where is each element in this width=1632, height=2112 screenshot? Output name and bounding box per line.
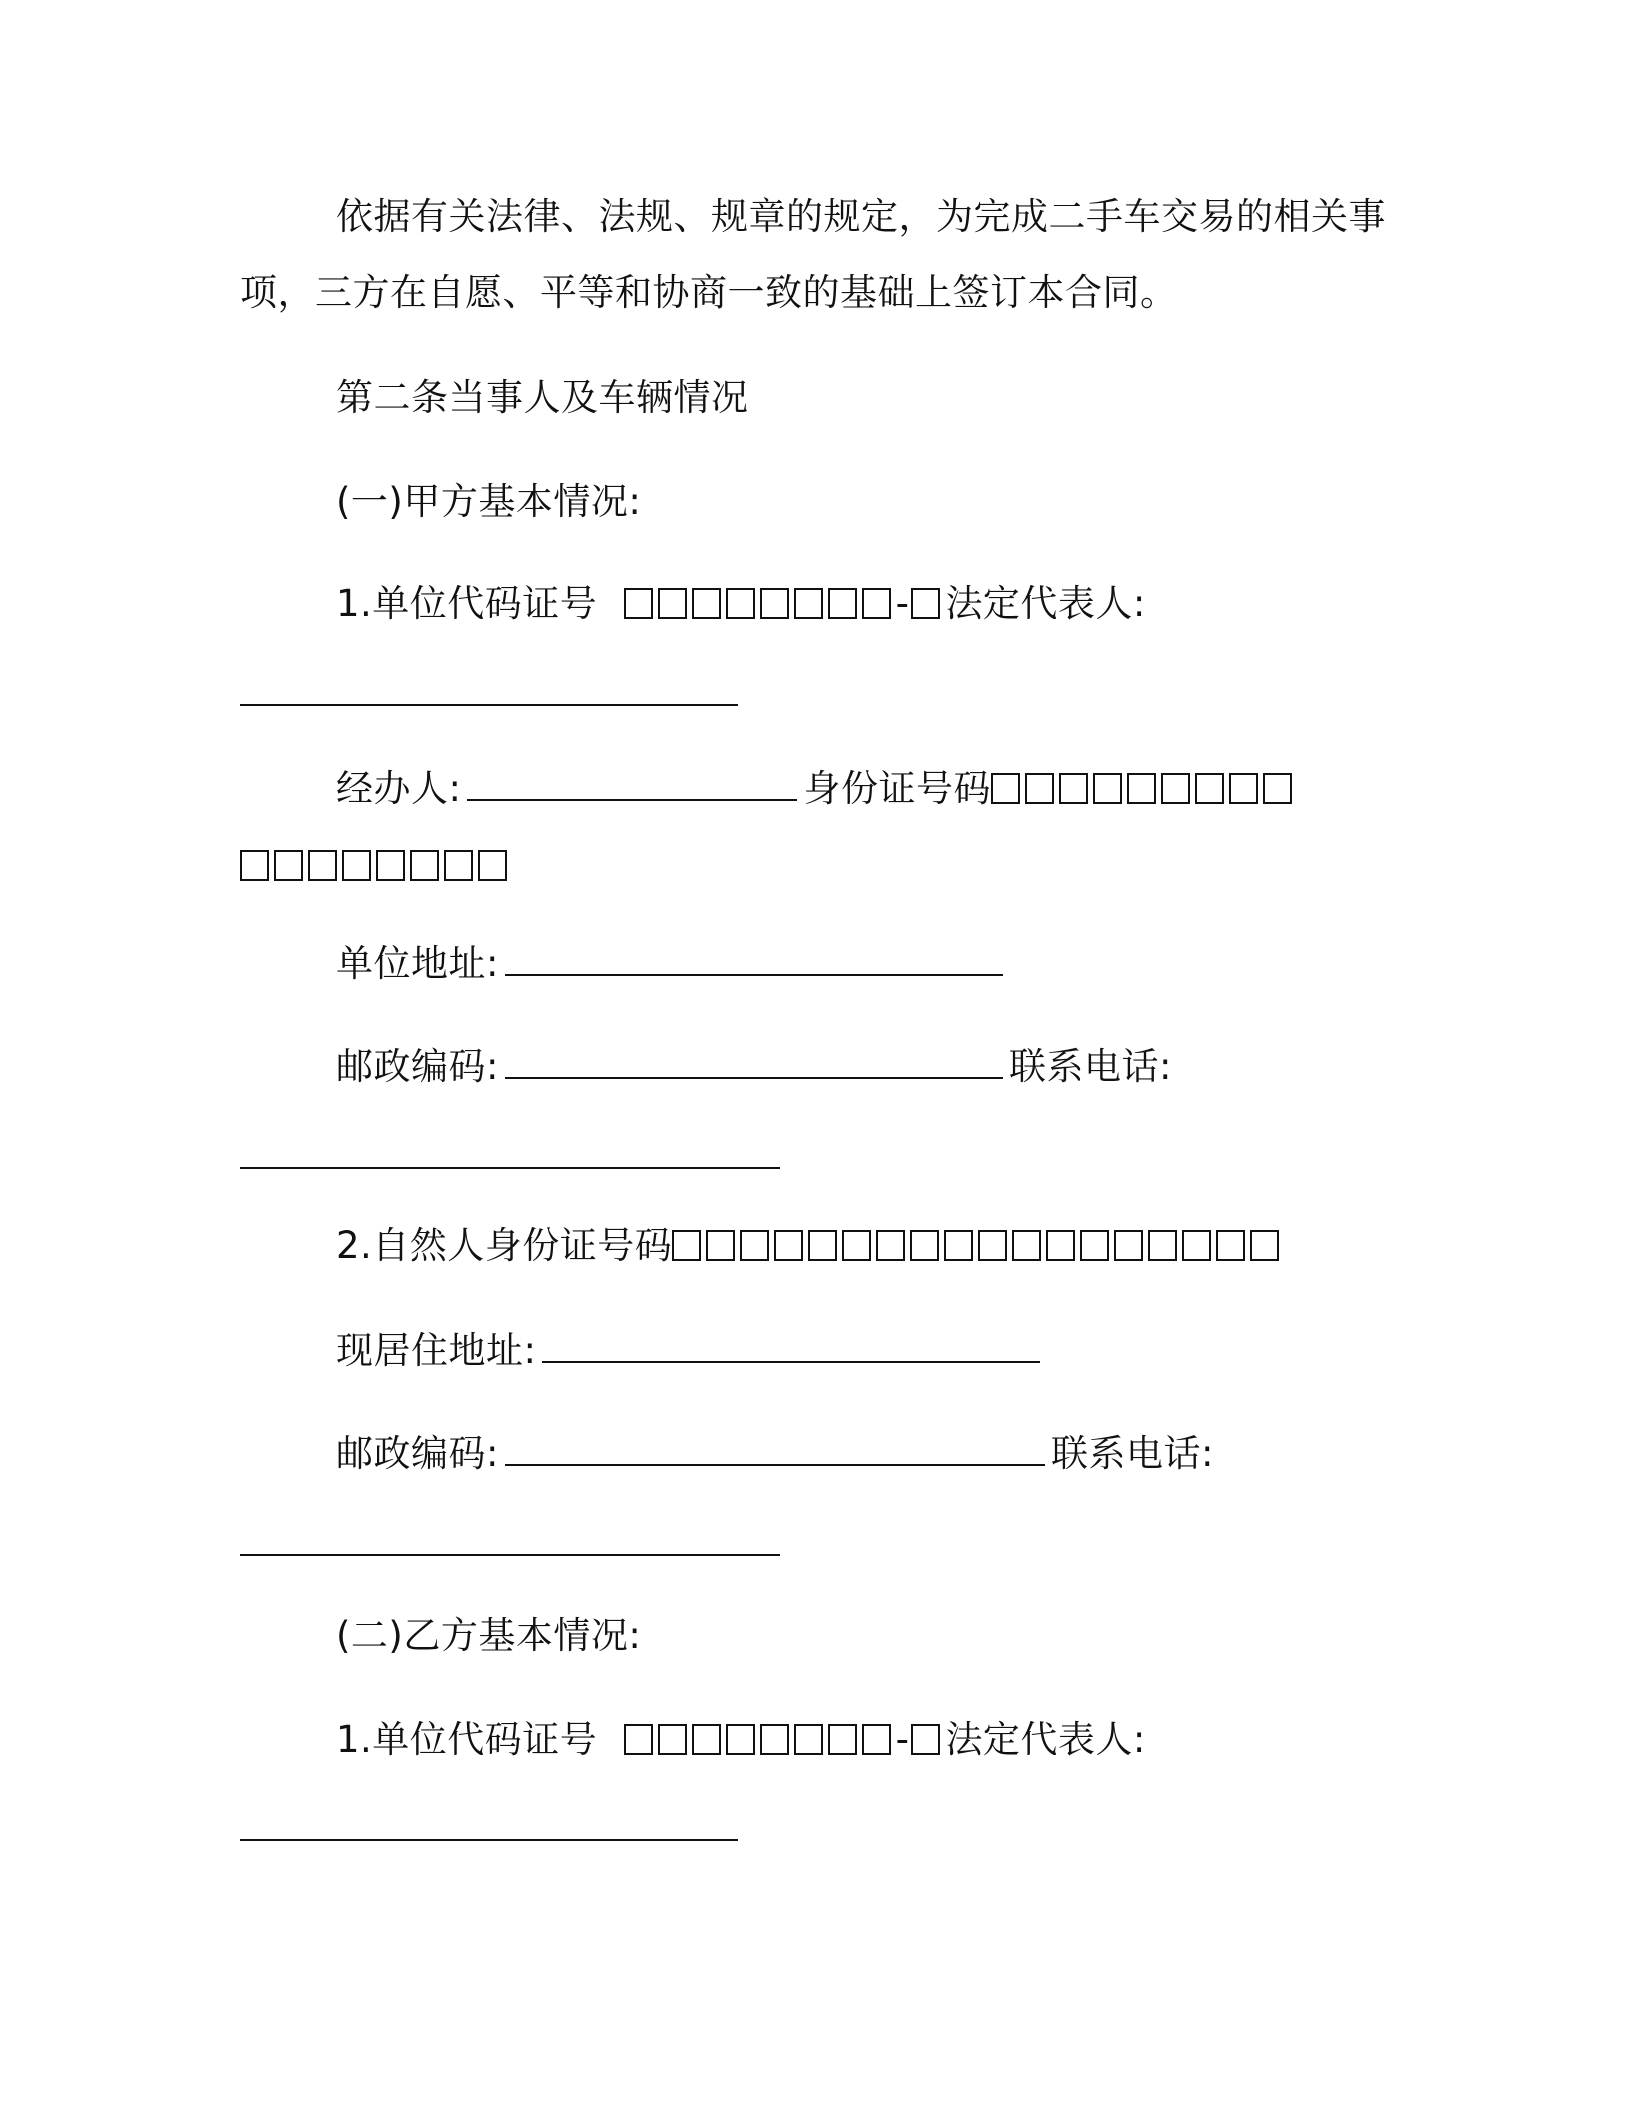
intro-text-1: 依据有关法律、法规、规章的规定，为完成二手车交易的相关事 xyxy=(336,195,1386,238)
article-2-title-text: 第二条当事人及车辆情况 xyxy=(336,376,749,419)
a-residence-blank[interactable] xyxy=(542,1331,1040,1363)
a-org-code-row xyxy=(240,580,1146,628)
a-org-code-boxes[interactable] xyxy=(624,580,896,628)
party-b-title-text: (二)乙方基本情况: xyxy=(336,1614,642,1657)
b-org-code-dash: - xyxy=(895,1718,910,1761)
a-phone2-blank[interactable] xyxy=(240,1554,780,1556)
a-residence-label: 现居住地址: xyxy=(336,1329,537,1372)
b-org-code-check-box[interactable] xyxy=(909,1716,945,1764)
a-postcode-label: 邮政编码: xyxy=(336,1045,499,1088)
intro-text-2: 项，三方在自愿、平等和协商一致的基础上签订本合同。 xyxy=(240,271,1178,314)
party-a-title-text: (一)甲方基本情况: xyxy=(336,480,642,523)
a-postcode2-label: 邮政编码: xyxy=(336,1432,499,1475)
b-org-code-label: 1.单位代码证号 xyxy=(336,1718,598,1761)
b-org-code-boxes[interactable] xyxy=(624,1716,896,1764)
a-person-id-row xyxy=(240,1222,1284,1270)
b-legal-rep-blank[interactable] xyxy=(240,1839,738,1841)
article-2-title xyxy=(240,374,749,422)
a-org-code-check-box[interactable] xyxy=(909,580,945,628)
b-legal-rep-label: 法定代表人: xyxy=(945,1718,1146,1761)
intro-line-2 xyxy=(240,269,1178,317)
a-id-label: 身份证号码 xyxy=(803,767,991,810)
a-postcode2-blank[interactable] xyxy=(505,1434,1045,1466)
intro-line-1 xyxy=(240,193,1386,241)
a-agent-blank[interactable] xyxy=(467,769,797,801)
party-b-title xyxy=(240,1612,641,1660)
a-agent-label: 经办人: xyxy=(336,767,462,810)
a-phone-label: 联系电话: xyxy=(1008,1045,1172,1088)
a-address-label: 单位地址: xyxy=(336,942,499,985)
a-person-id-label: 2.自然人身份证号码 xyxy=(336,1224,673,1267)
party-a-title xyxy=(240,478,641,526)
a-id-boxes-continued[interactable] xyxy=(240,842,512,890)
a-id-boxes-row1[interactable] xyxy=(991,765,1297,813)
a-residence-row xyxy=(240,1327,1046,1375)
a-postcode-row xyxy=(240,1043,1172,1091)
a-phone-blank[interactable] xyxy=(240,1167,780,1169)
a-org-code-dash: - xyxy=(895,582,910,625)
a-legal-rep-blank[interactable] xyxy=(240,704,738,706)
a-person-id-boxes[interactable] xyxy=(672,1222,1284,1270)
b-org-code-row xyxy=(240,1716,1146,1764)
a-address-blank[interactable] xyxy=(505,944,1003,976)
a-phone2-label: 联系电话: xyxy=(1050,1432,1214,1475)
a-org-code-label: 1.单位代码证号 xyxy=(336,582,598,625)
a-legal-rep-label: 法定代表人: xyxy=(945,582,1146,625)
a-address-row xyxy=(240,940,1009,988)
a-postcode2-row xyxy=(240,1430,1214,1478)
a-agent-row xyxy=(240,765,1297,813)
a-id-boxes-row2 xyxy=(240,842,512,890)
a-postcode-blank[interactable] xyxy=(505,1047,1003,1079)
